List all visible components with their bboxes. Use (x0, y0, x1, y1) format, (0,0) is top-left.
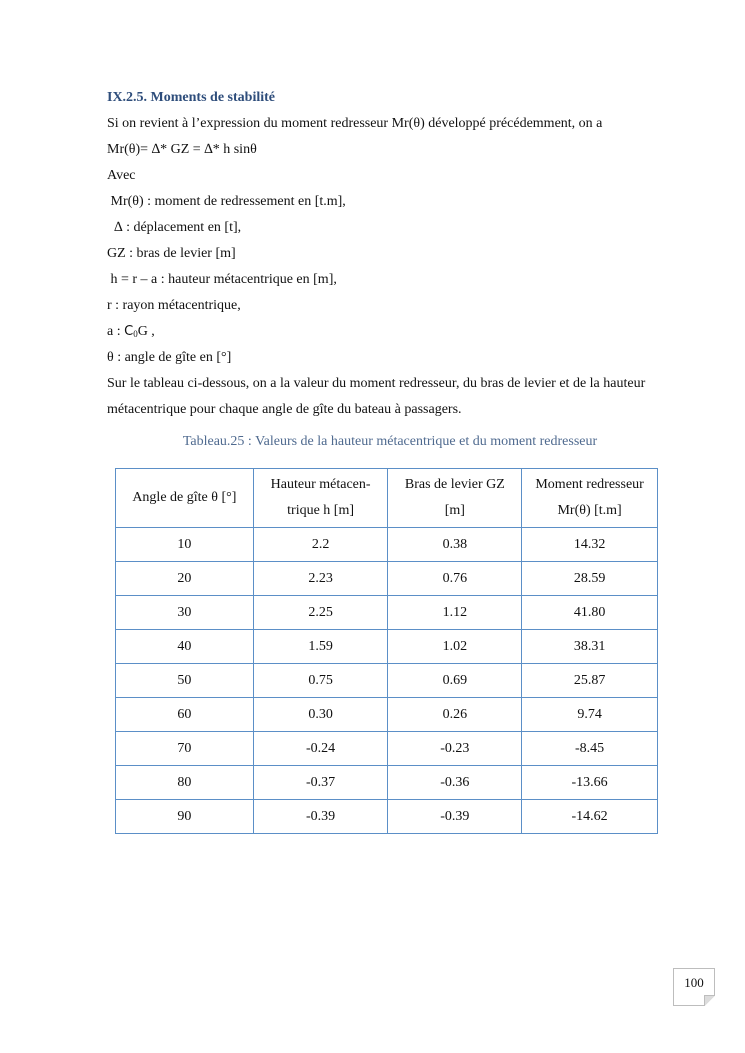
table-header-row (116, 469, 658, 528)
header-moment-line2: Mr(θ) [t.m] (557, 503, 622, 518)
table-row (116, 732, 658, 766)
cell-bras: 0.76 (388, 562, 522, 596)
header-moment (522, 469, 658, 528)
stability-table (115, 468, 658, 834)
table-row (116, 562, 658, 596)
cell-moment: -14.62 (522, 800, 658, 834)
cell-moment: 28.59 (522, 562, 658, 596)
table-row (116, 800, 658, 834)
cell-angle: 80 (116, 766, 254, 800)
definition-gz: GZ : bras de levier [m] (107, 246, 236, 261)
header-angle (116, 469, 254, 528)
cell-angle: 90 (116, 800, 254, 834)
definition-delta: ∆ : déplacement en [t], (107, 220, 242, 235)
definition-theta: θ : angle de gîte en [°] (107, 350, 232, 365)
paragraph-table-intro-2: métacentrique pour chaque angle de gîte du bateau à passagers. (107, 402, 462, 417)
cell-bras: -0.39 (388, 800, 522, 834)
cell-bras: -0.36 (388, 766, 522, 800)
cell-hauteur: -0.24 (253, 732, 388, 766)
cell-hauteur: 0.75 (253, 664, 388, 698)
header-angle-text: Angle de gîte θ [°] (132, 490, 237, 505)
paragraph-table-intro-1: Sur le tableau ci-dessous, on a la valeur du moment redresseur, du bras de levier et de la hauteur (107, 376, 646, 391)
table-row (116, 596, 658, 630)
cell-moment: 41.80 (522, 596, 658, 630)
definition-r: r : rayon métacentrique, (107, 298, 241, 313)
table-row (116, 630, 658, 664)
header-bras-line1: Bras de levier GZ (404, 477, 505, 492)
page-number: 100 (684, 975, 704, 990)
cell-angle: 50 (116, 664, 254, 698)
page-fold-icon (704, 995, 715, 1006)
definition-a-suffix: G , (137, 324, 155, 339)
cell-moment: 38.31 (522, 630, 658, 664)
definition-mr: Mr(θ) : moment de redressement en [t.m], (107, 194, 346, 209)
table-row (116, 528, 658, 562)
page-number-box (673, 968, 715, 1006)
cell-hauteur: -0.39 (253, 800, 388, 834)
cell-bras: -0.23 (388, 732, 522, 766)
cell-hauteur: 2.25 (253, 596, 388, 630)
cell-hauteur: 2.23 (253, 562, 388, 596)
cell-bras: 0.26 (388, 698, 522, 732)
cell-bras: 1.12 (388, 596, 522, 630)
formula-line: Mr(θ)= ∆* GZ = ∆* h sinθ (107, 142, 257, 157)
table-caption: Tableau.25 : Valeurs de la hauteur métacentrique et du moment redresseur (182, 434, 598, 449)
avec-line: Avec (107, 168, 136, 183)
cell-hauteur: 0.30 (253, 698, 388, 732)
cell-moment: 9.74 (522, 698, 658, 732)
cell-angle: 10 (116, 528, 254, 562)
cell-angle: 60 (116, 698, 254, 732)
definition-a-c: C (124, 324, 134, 339)
cell-moment: -8.45 (522, 732, 658, 766)
header-bras-line2: [m] (444, 503, 465, 518)
table-row (116, 766, 658, 800)
section-heading: IX.2.5. Moments de stabilité (107, 90, 275, 105)
cell-moment: 14.32 (522, 528, 658, 562)
cell-angle: 70 (116, 732, 254, 766)
table-row (116, 664, 658, 698)
cell-moment: 25.87 (522, 664, 658, 698)
definition-a-prefix: a : (107, 324, 125, 339)
cell-bras: 1.02 (388, 630, 522, 664)
definition-h: h = r – a : hauteur métacentrique en [m], (107, 272, 337, 287)
paragraph-intro: Si on revient à l’expression du moment redresseur Mr(θ) développé précédemment, on a (107, 116, 603, 131)
definition-a (107, 322, 155, 344)
definition-a-subscript: 0 (133, 329, 138, 339)
cell-angle: 20 (116, 562, 254, 596)
cell-bras: 0.69 (388, 664, 522, 698)
cell-hauteur: 2.2 (253, 528, 388, 562)
header-hauteur-line1: Hauteur métacen- (270, 477, 371, 492)
cell-bras: 0.38 (388, 528, 522, 562)
cell-angle: 40 (116, 630, 254, 664)
cell-hauteur: -0.37 (253, 766, 388, 800)
table-row (116, 698, 658, 732)
header-hauteur (253, 469, 388, 528)
header-bras (388, 469, 522, 528)
cell-hauteur: 1.59 (253, 630, 388, 664)
header-moment-line1: Moment redresseur (535, 477, 644, 492)
header-hauteur-line2: trique h [m] (287, 503, 355, 518)
cell-moment: -13.66 (522, 766, 658, 800)
cell-angle: 30 (116, 596, 254, 630)
